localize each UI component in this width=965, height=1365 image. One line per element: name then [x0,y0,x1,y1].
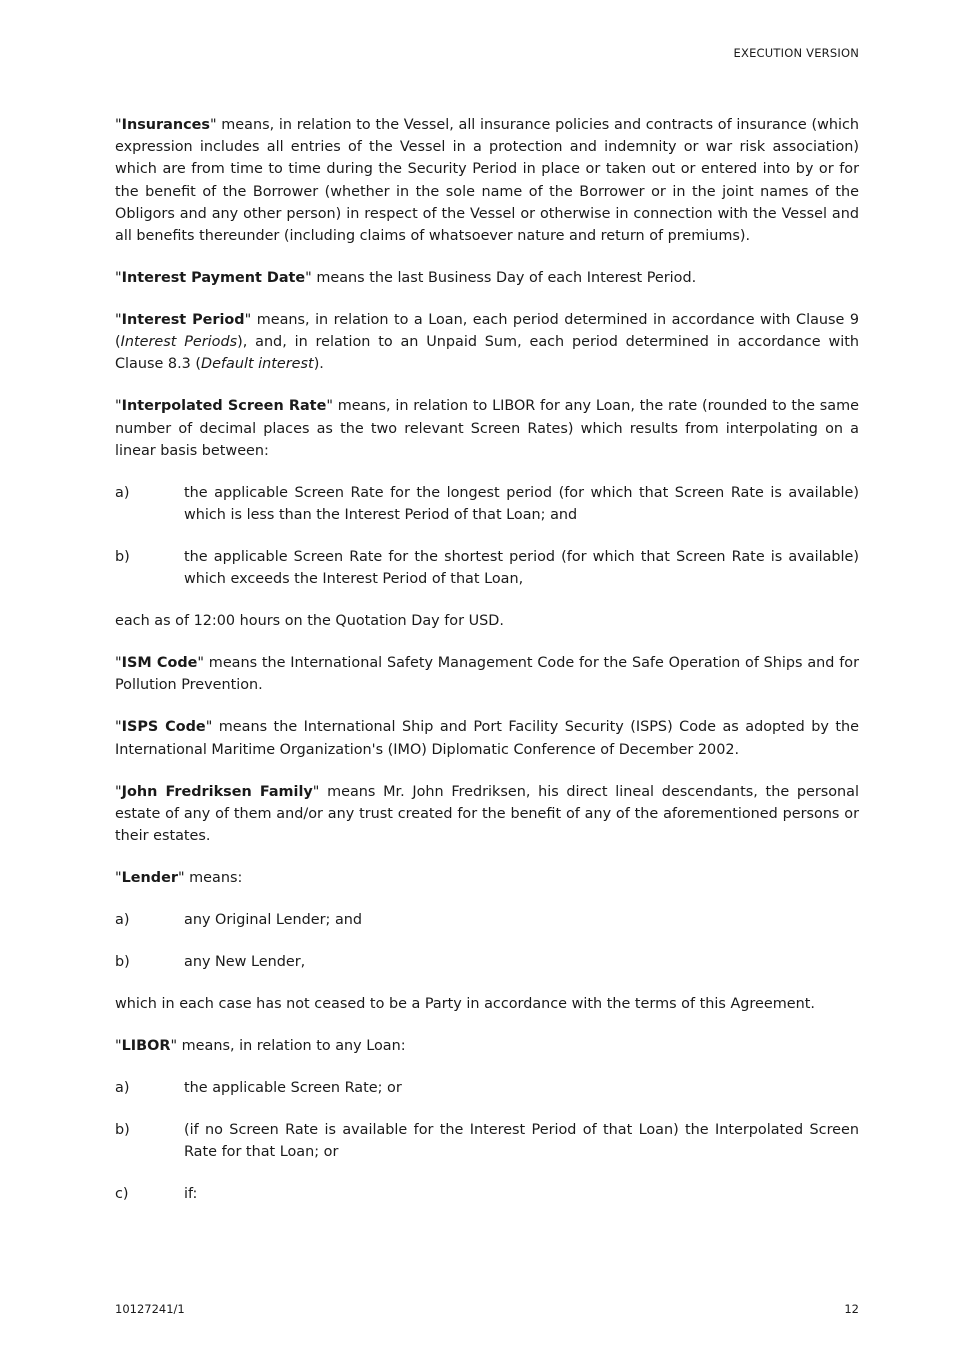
defined-term: Lender [121,870,178,887]
clause-reference: Default interest [201,356,314,373]
definition-text: " means, in relation to LIBOR for any Loan, the rate (rounded to the same number of decimal places as the two relevant Screen Rates) which results from interpolating on a linear basis between: [115,398,859,459]
defined-term: Interest Payment Date [121,270,306,287]
list-item [115,909,859,931]
definition-text: " means the last Business Day of each Interest Period. [305,270,697,287]
definition-interpolated-screen-rate: "Interpolated Screen Rate" means, in relation to LIBOR for any Loan, the rate (rounded to the same number of decimal places as the two relevant Screen Rates) which results from interpolating on a linear basis between: [115,398,859,459]
definition-text: " means, in relation to any Loan: [170,1038,406,1055]
list-text: the applicable Screen Rate for the shortest period (for which that Screen Rate is available) which exceeds the Interest Period of that Loan, [184,549,859,588]
list-item [115,951,859,973]
footer-doc-id: 10127241/1 [115,1302,185,1316]
definition-interest-period: "Interest Period" means, in relation to a Loan, each period determined in accordance with Clause 9 (Interest Periods), and, in relation to an Unpaid Sum, each period determined in accordance with Clause 8.3 (Default interest). [115,312,859,373]
list-text: any Original Lender; and [184,912,363,929]
list-label: a) [115,484,130,501]
defined-term: Interpolated Screen Rate [121,398,327,415]
list-label: b) [115,1122,130,1139]
definition-text: " means: [177,870,243,887]
definition-john-fredriksen-family: "John Fredriksen Family" means Mr. John Fredriksen, his direct lineal descendants, the personal estate of any of them and/or any trust created for the benefit of any of the aforementioned persons or their estates. [115,783,859,845]
definition-text: " means, in relation to a Loan, each period determined in accordance with Clause 9 ( [115,312,859,351]
list-label: b) [115,954,130,971]
definition-lender: "Lender" means: [115,870,243,887]
definition-text: ). [313,356,324,373]
list-text: the applicable Screen Rate for the longest period (for which that Screen Rate is available) which is less than the Interest Period of that Loan; and [184,484,859,524]
list-item [115,1077,859,1099]
closing-text: which in each case has not ceased to be a Party in accordance with the terms of this Agreement. [115,996,815,1013]
definition-libor: "LIBOR" means, in relation to any Loan: [115,1038,406,1055]
clause-reference: Interest Periods [120,334,238,351]
definition-isps-code: "ISPS Code" means the International Ship and Port Facility Security (ISPS) Code as adopted by the International Maritime Organization's (IMO) Diplomatic Conference of December 2002. [115,719,859,758]
header-version: EXECUTION VERSION [733,46,859,60]
defined-term: John Fredriksen Family [121,783,313,800]
document-body [115,114,859,1225]
defined-term: LIBOR [121,1038,171,1055]
definition-text: ), and, in relation to an Unpaid Sum, each period determined in accordance with Clause 8.3 ( [115,334,859,373]
definition-text: " means the International Safety Management Code for the Safe Operation of Ships and for Pollution Prevention. [115,655,859,694]
list-text: if: [184,1186,198,1203]
list-text: the applicable Screen Rate; or [184,1080,402,1097]
list-text: any New Lender, [184,954,306,971]
list-text: (if no Screen Rate is available for the Interest Period of that Loan) the Interpolated Screen Rate for that Loan; or [184,1122,859,1161]
list-label: b) [115,549,130,566]
defined-term: ISM Code [121,655,198,672]
list-item [115,1183,859,1205]
footer-page-number: 12 [844,1302,859,1316]
definition-text: " means Mr. John Fredriksen, his direct lineal descendants, the personal estate of any of them and/or any trust created for the benefit of any of the aforementioned persons or their estates. [115,783,859,845]
definition-text: " means, in relation to the Vessel, all insurance policies and contracts of insurance (which expression includes all entries of the Vessel in a protection and indemnity or war risk association) which are from time to time during the Security Period in place or taken out or entered into by or for the benefit of the Borrower (whether in the sole name of the Borrower or in the joint names of the Obligors and any other person) in respect of the Vessel or otherwise in connection with the Vessel and all benefits thereunder (including claims of whatsoever nature and return of premiums). [115,117,859,245]
list-label: a) [115,1080,130,1097]
definition-text: " means the International Ship and Port Facility Security (ISPS) Code as adopted by the International Maritime Organization's (IMO) Diplomatic Conference of December 2002. [115,719,859,758]
list-label: a) [115,912,130,929]
list-item [115,546,859,590]
list-item [115,482,859,526]
definition-ism-code: "ISM Code" means the International Safety Management Code for the Safe Operation of Ships and for Pollution Prevention. [115,655,859,694]
defined-term: ISPS Code [121,719,206,736]
list-item [115,1119,859,1163]
defined-term: Insurances [121,117,210,133]
definition-insurances: "Insurances" means, in relation to the Vessel, all insurance policies and contracts of insurance (which expression includes all entries of the Vessel in a protection and indemnity or war risk association) which are from time to time during the Security Period in place or taken out or entered into by or for the benefit of the Borrower (whether in the sole name of the Borrower or in the joint names of the Obligors and any other person) in respect of the Vessel or otherwise in connection with the Vessel and all benefits thereunder (including claims of whatsoever nature and return of premiums). [115,117,859,245]
list-label: c) [115,1186,129,1203]
definition-interest-payment-date: "Interest Payment Date" means the last Business Day of each Interest Period. [115,270,697,287]
defined-term: Interest Period [121,312,245,329]
closing-text: each as of 12:00 hours on the Quotation Day for USD. [115,613,504,630]
